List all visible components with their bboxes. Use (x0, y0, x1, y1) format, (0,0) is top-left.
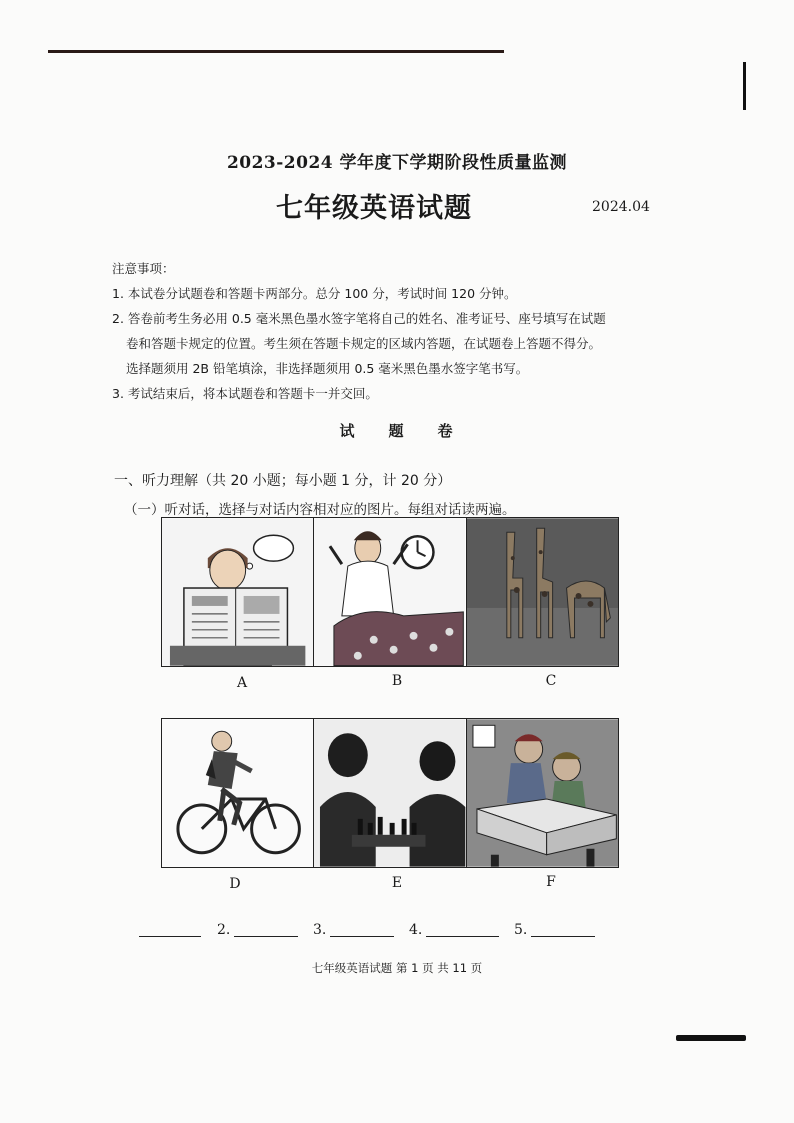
answer-blank[interactable] (531, 936, 595, 937)
picture-label: B (391, 673, 403, 689)
newspaper-reader-picture (162, 518, 314, 666)
scan-edge-mark (743, 62, 746, 110)
listening-part-title: 一、听力理解（共 20 小题；每小题 1 分，计 20 分） (114, 473, 452, 489)
picture-label: E (391, 875, 403, 891)
answer-blank[interactable] (139, 936, 201, 937)
picture-label: F (546, 874, 556, 890)
question-number: 5. (514, 922, 528, 938)
notes-item: 3. 考试结束后，将本试题卷和答题卡一并交回。 (112, 386, 378, 401)
page-footer: 七年级英语试题 第 1 页 共 11 页 (311, 961, 483, 975)
notes-item: 1. 本试卷分试题卷和答题卡两部分。总分 100 分，考试时间 120 分钟。 (112, 286, 517, 301)
picture-row-1 (161, 517, 619, 667)
notes-item: 2. 答卷前考生务必用 0.5 毫米黑色墨水签字笔将自己的姓名、准考证号、座号填写在试题 (112, 311, 606, 326)
section-heading-char: 题 (388, 422, 406, 440)
answer-blank[interactable] (234, 936, 298, 937)
question-number: 2. (217, 922, 231, 938)
exam-subtitle: 2023-2024 学年度下学期阶段性质量监测 (226, 153, 568, 173)
section-heading (0, 420, 794, 441)
picture-label: D (229, 876, 241, 892)
answer-blank[interactable] (426, 936, 499, 937)
classroom-students-picture (467, 719, 618, 867)
giraffes-picture (467, 518, 618, 666)
question-number: 3. (313, 922, 327, 938)
chess-players-picture (314, 719, 466, 867)
cyclist-picture (162, 719, 314, 867)
exam-date: 2024.04 (592, 199, 650, 215)
notes-item: 选择题须用 2B 铅笔填涂，非选择题须用 0.5 毫米黑色墨水签字笔书写。 (126, 361, 529, 376)
section-heading-char: 卷 (437, 422, 455, 440)
wake-up-clock-picture (314, 518, 466, 666)
notes-heading: 注意事项： (112, 261, 175, 276)
scan-top-rule (48, 50, 504, 53)
picture-label: A (236, 675, 248, 691)
notes-item: 卷和答题卡规定的位置。考生须在答题卡规定的区域内答题，在试题卷上答题不得分。 (126, 336, 602, 351)
picture-label: C (545, 673, 557, 689)
picture-row-2 (161, 718, 619, 868)
answer-blank[interactable] (330, 936, 394, 937)
question-number: 4. (409, 922, 423, 938)
scan-corner-mark (676, 1035, 746, 1041)
section-heading-char: 试 (339, 422, 357, 440)
listening-instruction: （一）听对话，选择与对话内容相对应的图片。每组对话读两遍。 (124, 502, 516, 518)
exam-title: 七年级英语试题 (276, 193, 472, 224)
notes-section (112, 256, 712, 406)
